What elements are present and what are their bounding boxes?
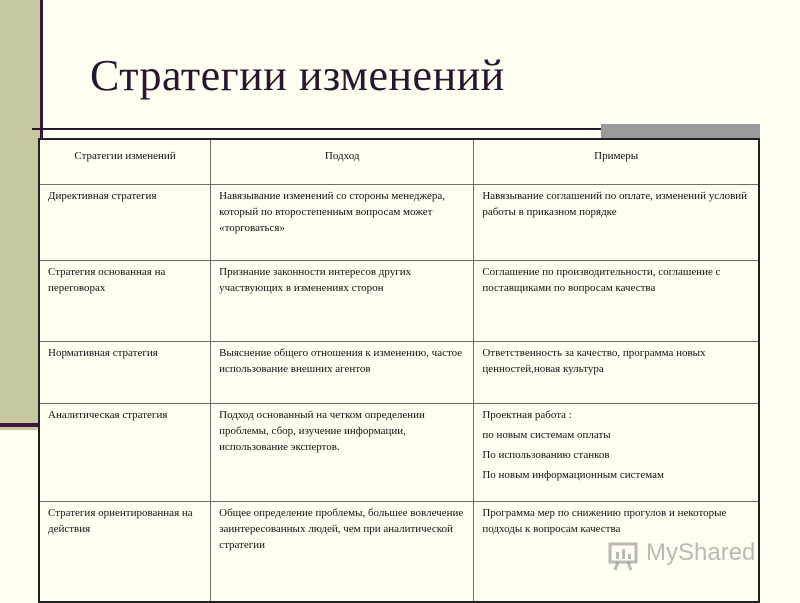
approach-cell: Признание законности интересов других участвующих в изменениях сторон [211, 261, 474, 342]
approach-cell: Выяснение общего отношения к изменению, частое использование внешних агентов [211, 342, 474, 404]
example-line: Ответственность за качество, программа новых ценностей,новая культура [482, 347, 706, 375]
example-line: Проектная работа : [482, 409, 572, 421]
strategy-cell: Стратегия основанная на переговорах [39, 261, 211, 342]
approach-cell: Навязывание изменений со стороны менеджера, который по второстепенным вопросам может «торговаться» [211, 185, 474, 261]
decorative-left-bar [0, 0, 43, 430]
example-line: По новым информационным системам [482, 469, 664, 481]
examples-cell [474, 185, 759, 261]
strategies-table-wrapper [38, 138, 762, 603]
strategies-table [38, 138, 760, 603]
example-line: Программа мер по снижению прогулов и некоторые подходы к вопросам качества [482, 507, 727, 535]
example-line: Соглашение по производительности, соглашение с поставщиками по вопросам качества [482, 266, 721, 294]
decorative-accent-block [601, 124, 760, 138]
strategy-cell: Директивная стратегия [39, 185, 211, 261]
examples-cell [474, 342, 759, 404]
watermark-text: MyShared [646, 539, 756, 566]
strategy-cell: Нормативная стратегия [39, 342, 211, 404]
strategy-cell: Стратегия ориентированная на действия [39, 502, 211, 602]
page-title: Стратегии изменений [90, 51, 505, 100]
table-row [39, 261, 759, 342]
approach-cell: Общее определение проблемы, большее вовлечение заинтересованных людей, чем при аналитической стратегии [211, 502, 474, 602]
example-line: По использованию станков [482, 449, 610, 461]
table-row [39, 404, 759, 502]
column-header-strategy: Стратегии изменений [39, 139, 211, 185]
strategy-cell: Аналитическая стратегия [39, 404, 211, 502]
column-header-approach: Подход [211, 139, 474, 185]
table-row [39, 342, 759, 404]
approach-cell: Подход основанный на четком определении проблемы, сбор, изучение информации, использование экспертов. [211, 404, 474, 502]
example-line: Навязывание соглашений по оплате, изменений условий работы в приказном порядке [482, 190, 748, 218]
watermark-logo-icon [608, 540, 642, 572]
column-header-examples: Примеры [474, 139, 759, 185]
example-line: по новым системам оплаты [482, 429, 611, 441]
examples-cell [474, 261, 759, 342]
table-row [39, 185, 759, 261]
table-header-row [39, 139, 759, 185]
examples-cell [474, 404, 759, 502]
